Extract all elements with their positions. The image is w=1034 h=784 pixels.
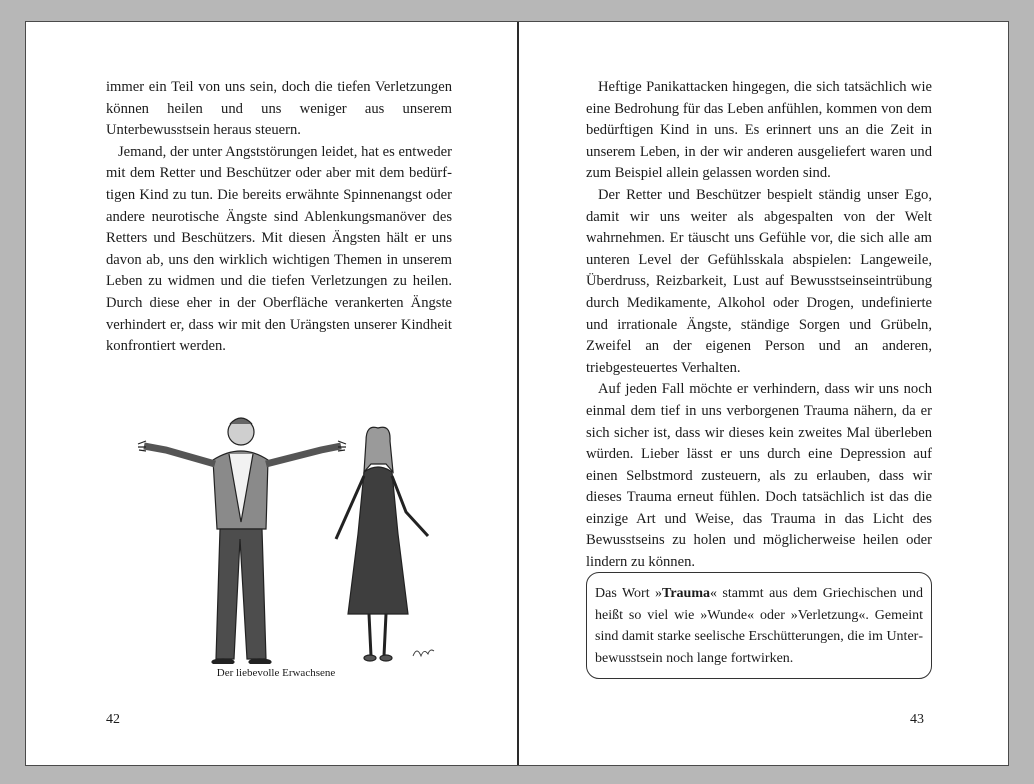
left-page: [26, 22, 517, 765]
paragraph: immer ein Teil von uns sein, doch die tiefen Verletzungen können heilen und uns weniger aus unserem Unterbewusstsein heraus steuern.: [106, 79, 452, 139]
right-page-text: [586, 77, 932, 574]
infobox-prefix: Das Wort »: [595, 586, 663, 601]
infobox-term: Trauma: [662, 586, 710, 601]
paragraph: Der Retter und Beschützer bespielt ständig unser Ego, damit wir uns weiter als abgespalten von der Welt wahrnehmen. Er täuscht uns Gefühle vor, die sich alle am unteren Level der Gefühlsskala abspielen: Langeweile, Überdruss, Reizbarkeit, Lust auf Bewusstseinseintrübung durch Medikamente, Alkohol oder Drogen, undefinierte und irrationale Ängste, ständige Sorgen und Grübeln, Zweifel an der eigenen Person und an anderen, triebgesteuertes Verhalten.: [586, 186, 932, 376]
paragraph: Heftige Panikattacken hingegen, die sich tatsächlich wie eine Bedrohung für das Leben anfühlen, kommen von dem bedürftigen Kind in uns. Es erinnert uns an die Zeit in unserem Leben, in der wir anderen ausgeliefert waren und zum Beispiel allein gelassen worden sind.: [586, 79, 932, 182]
paragraph: Jemand, der unter Angststörungen leidet, hat es entweder mit dem Retter und Beschützer oder aber mit dem bedürftigen Kind zu tun. Die bereits erwähnte Spinnenangst oder andere neurotische Ängste sind Ablenkungsmanöver des Retters und Beschützers. Mit diesen Ängsten hält er uns davon ab, uns den wirklich wichtigen Themen in unserem Leben zu widmen und die tiefen Verletzungen zu heilen. Durch diese eher in der Oberfläche verankerten Ängste verhindert er, dass wir mit den Urängsten unserer Kindheit konfrontiert werden.: [106, 143, 452, 355]
paragraph: Auf jeden Fall möchte er verhindern, dass wir uns noch einmal dem tief in uns verborgenen Trauma nähern, da er sich sicher ist, dass wir dieses kein zweites Mal überleben würden. Lieber lässt er uns durch eine Depression auf einen Selbstmord zusteuern, als zu erlauben, dass wir dieses Trauma erneut fühlen. Doch tatsächlich ist das die einzige Art und Weise, das Trauma in das Licht des Bewusstseins zu holen und möglicherweise heilen oder lindern zu können.: [586, 381, 932, 571]
book-spread: [25, 21, 1009, 766]
infobox-suffix: « stammt aus dem Griechischen und heißt so viel wie »Wunde« oder »Verletzung«. Gemeint sind damit starke seelische Erschütterungen, die im Unterbewusstsein noch lange fortwirken.: [595, 586, 923, 666]
right-page: [519, 22, 1010, 765]
page-number-right: 43: [910, 712, 924, 727]
left-page-text: [106, 77, 452, 358]
woman-figure: [336, 427, 428, 661]
signature: [413, 650, 434, 656]
page-number-left: 42: [106, 712, 120, 727]
illustration-caption: Der liebevolle Erwachsene: [216, 667, 336, 679]
man-figure: [138, 418, 346, 664]
illustration-loving-adult: [116, 394, 436, 664]
trauma-definition-box: [586, 572, 932, 679]
